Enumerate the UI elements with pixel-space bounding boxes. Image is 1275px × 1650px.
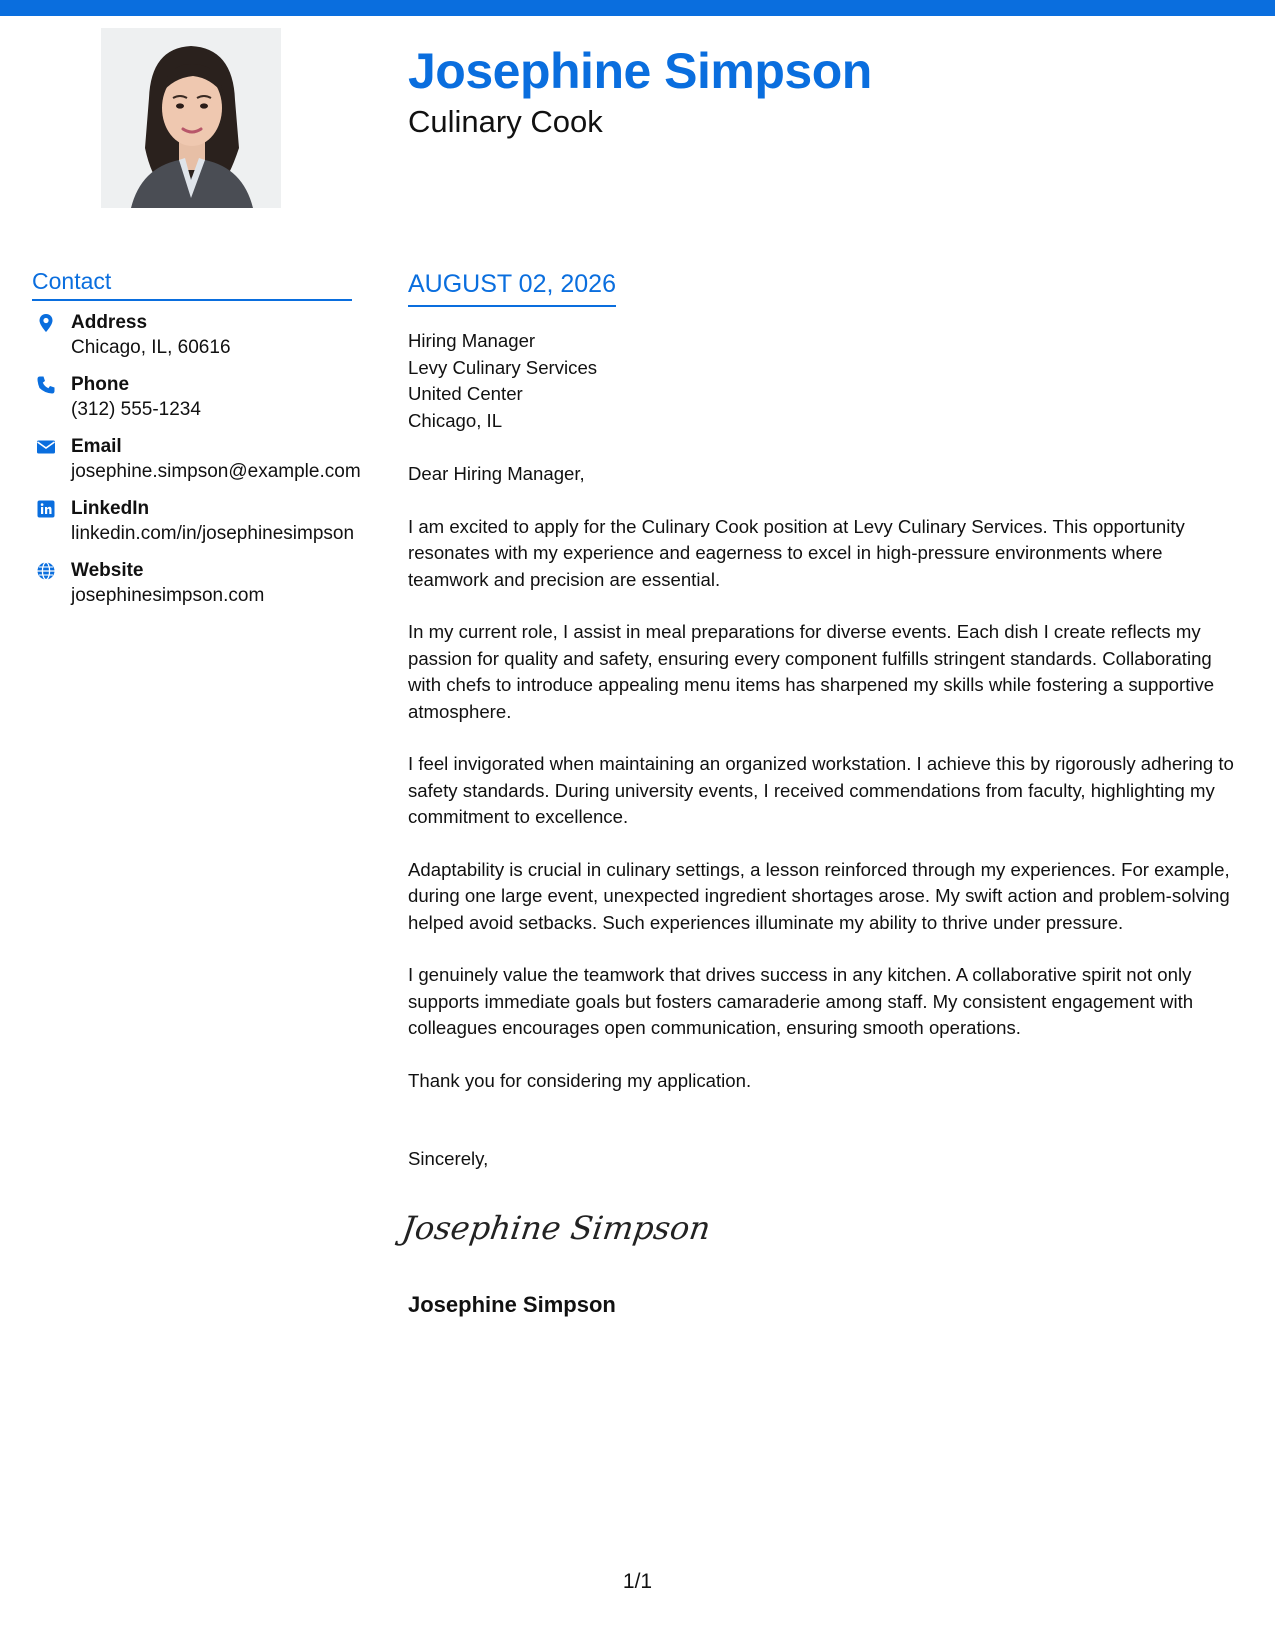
contact-list (32, 311, 362, 621)
candidate-name: Josephine Simpson (408, 43, 872, 99)
contact-value-address: Chicago, IL, 60616 (71, 337, 231, 358)
contact-item-phone (32, 373, 362, 422)
greeting: Dear Hiring Manager, (408, 463, 585, 484)
candidate-role: Culinary Cook (408, 104, 603, 139)
contact-label-address: Address (71, 312, 148, 333)
location-pin-icon (36, 313, 56, 333)
contact-item-linkedin (32, 497, 362, 546)
contact-label-phone: Phone (71, 374, 130, 395)
paragraph: Adaptability is crucial in culinary settings, a lesson reinforced through my experiences. For example, during one large event, unexpected ingredient shortages arose. My swift action and problem-solving helped avoid setbacks. Such experiences illuminate my ability to thrive under pressure. (408, 858, 1230, 933)
contact-label-email: Email (71, 436, 122, 457)
closing: Sincerely, (408, 1148, 489, 1169)
recipient-line: Hiring Manager (408, 330, 536, 351)
signer-name: Josephine Simpson (408, 1292, 616, 1317)
handwritten-signature (399, 1203, 713, 1258)
contact-label-website: Website (71, 560, 144, 581)
contact-item-website (32, 559, 362, 608)
recipient-block (408, 328, 1248, 434)
contact-value-linkedin[interactable]: linkedin.com/in/josephinesimpson (71, 523, 355, 544)
phone-icon (36, 375, 56, 395)
recipient-line: Levy Culinary Services (408, 356, 598, 378)
contact-item-email (32, 435, 362, 484)
letter-body (408, 328, 1248, 1094)
contact-item-address (32, 311, 362, 360)
contact-value-email[interactable]: josephine.simpson@example.com (71, 461, 361, 482)
top-accent-bar (0, 0, 1275, 16)
letter-date: AUGUST 02, 2026 (408, 270, 616, 307)
paragraph: I genuinely value the teamwork that drives success in any kitchen. A collaborative spirit not only supports immediate goals but fosters camaraderie among staff. My consistent engagement with colleagues encourages open communication, ensuring smooth operations. (408, 964, 1194, 1038)
contact-value-phone: (312) 555-1234 (71, 399, 201, 420)
recipient-line: United Center (408, 383, 523, 404)
linkedin-icon (36, 499, 56, 519)
contact-label-linkedin: LinkedIn (71, 498, 150, 519)
paragraph: In my current role, I assist in meal preparations for diverse events. Each dish I create reflects my passion for quality and safety, ensuring every component fulfills stringent standards. Collaborating with chefs to introduce appealing menu items has sharpened my skills while fostering a supportive atmosphere. (408, 621, 1215, 722)
profile-photo (101, 28, 281, 208)
globe-icon (36, 561, 56, 581)
svg-text:Josephine Simpson: Josephine Simpson (399, 1209, 713, 1247)
recipient-line: Chicago, IL (408, 409, 503, 431)
contact-heading: Contact (32, 268, 352, 301)
contact-value-website[interactable]: josephinesimpson.com (71, 585, 265, 606)
envelope-icon (36, 437, 56, 457)
paragraph: Thank you for considering my application. (408, 1069, 752, 1091)
paragraph: I am excited to apply for the Culinary Cook position at Levy Culinary Services. This opportunity resonates with my experience and eagerness to excel in high-pressure environments where teamwork and precision are essential. (408, 515, 1185, 590)
paragraph: I feel invigorated when maintaining an organized workstation. I achieve this by rigorously adhering to safety standards. During university events, I received commendations from faculty, highlighting my commitment to excellence. (408, 753, 1234, 827)
page-number: 1/1 (622, 1570, 653, 1593)
